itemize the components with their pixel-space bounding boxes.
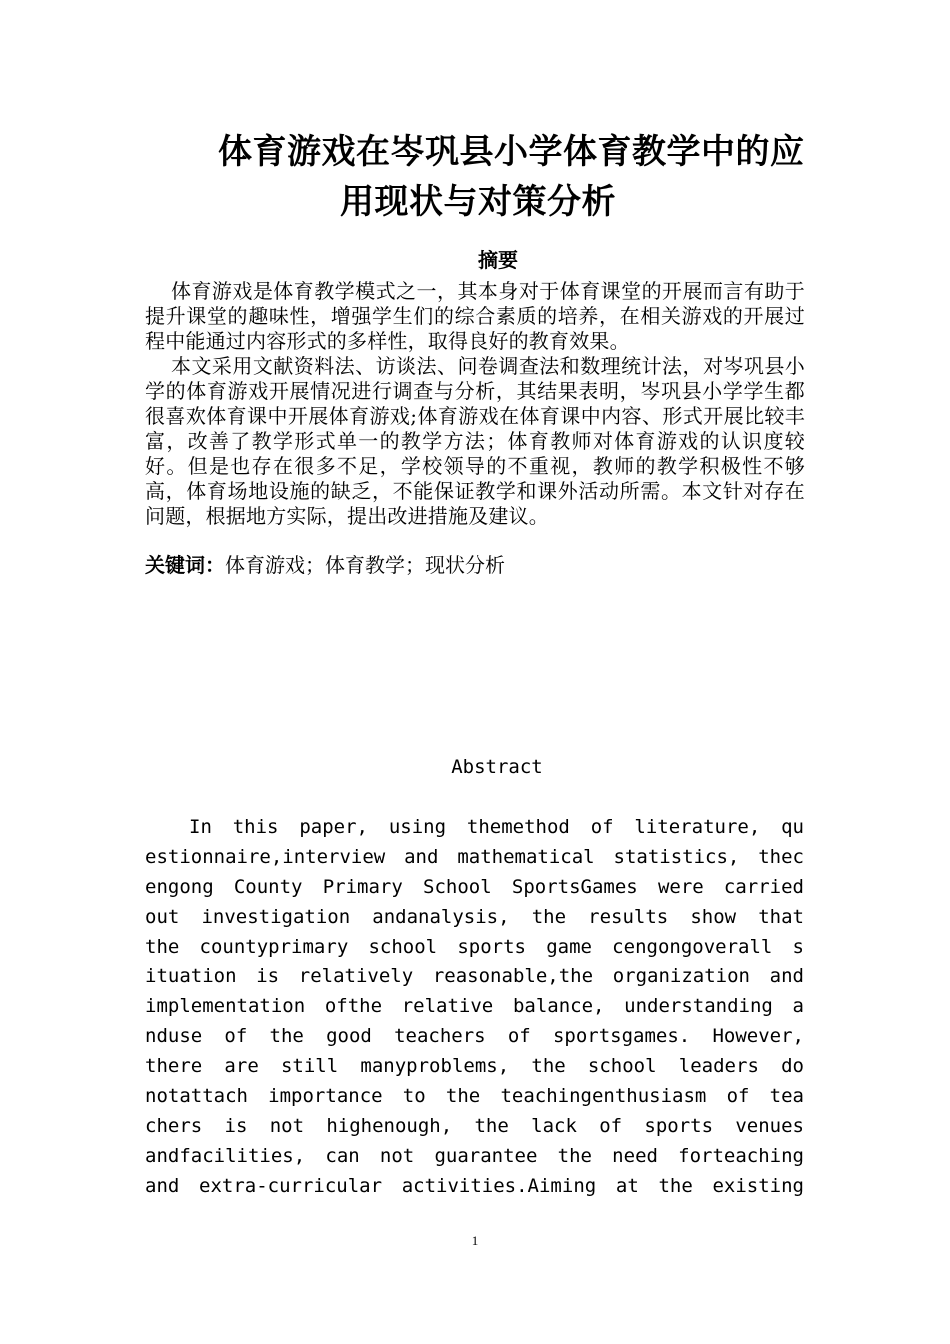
paper-title-line-1: 体育游戏在岑巩县小学体育教学中的应 [218,132,805,172]
keywords-text: 体育游戏；体育教学；现状分析 [225,553,505,577]
abstract-en-line: and extra-curricular activities.Aiming at the existing [145,1174,804,1197]
abstract-en-line: estionnaire,interview and mathematical statistics, thec [145,845,804,868]
abstract-en-body [145,813,804,1202]
abstract-en-line: out investigation andanalysis, the results show that [145,905,804,928]
page-number: 1 [471,1233,479,1248]
abstract-en-line: chers is not highenough, the lack of sports venues [145,1114,804,1137]
abstract-cn-paragraph-1: 体育游戏是体育教学模式之一，其本身对于体育课堂的开展而言有助于提升课堂的趣味性，增强学生们的综合素质的培养，在相关游戏的开展过程中能通过内容形式的多样性，取得良好的教育效果。 [145,279,805,353]
abstract-en-heading: Abstract [451,756,543,778]
abstract-en-line: notattach importance to the teachingenthusiasm of tea [145,1085,804,1108]
abstract-cn-paragraph-2: 本文采用文献资料法、访谈法、问卷调查法和数理统计法，对岑巩县小学的体育游戏开展情况进行调查与分析，其结果表明，岑巩县小学学生都很喜欢体育课中开展体育游戏;体育游戏在体育课中内容、形式开展比较丰富，改善了教学形式单一的教学方法；体育教师对体育游戏的认识度较好。但是也存在很多不足，学校领导的不重视，教师的教学积极性不够高，体育场地设施的缺乏，不能保证教学和课外活动所需。本文针对存在问题，根据地方实际，提出改进措施及建议。 [145,354,805,528]
abstract-en-line: In this paper, using themethod of literature, qu [189,816,804,838]
abstract-en-line: engong County Primary School SportsGames were carried [145,875,804,898]
abstract-en-line: the countyprimary school sports game cengongoverall s [145,935,804,958]
abstract-en-line: implementation ofthe relative balance, understanding a [145,995,804,1018]
abstract-cn-heading: 摘要 [478,248,518,272]
abstract-en-line: there are still manyproblems, the school leaders do [145,1055,804,1078]
abstract-en-line: andfacilities, can not guarantee the need forteaching [145,1144,804,1167]
abstract-en-line: nduse of the good teachers of sportsgames. However, [145,1025,804,1048]
keywords-line [145,553,505,579]
paper-title-line-2: 用现状与对策分析 [340,182,616,222]
abstract-en-line: ituation is relatively reasonable,the organization and [145,965,804,988]
keywords-label: 关键词： [145,553,225,577]
